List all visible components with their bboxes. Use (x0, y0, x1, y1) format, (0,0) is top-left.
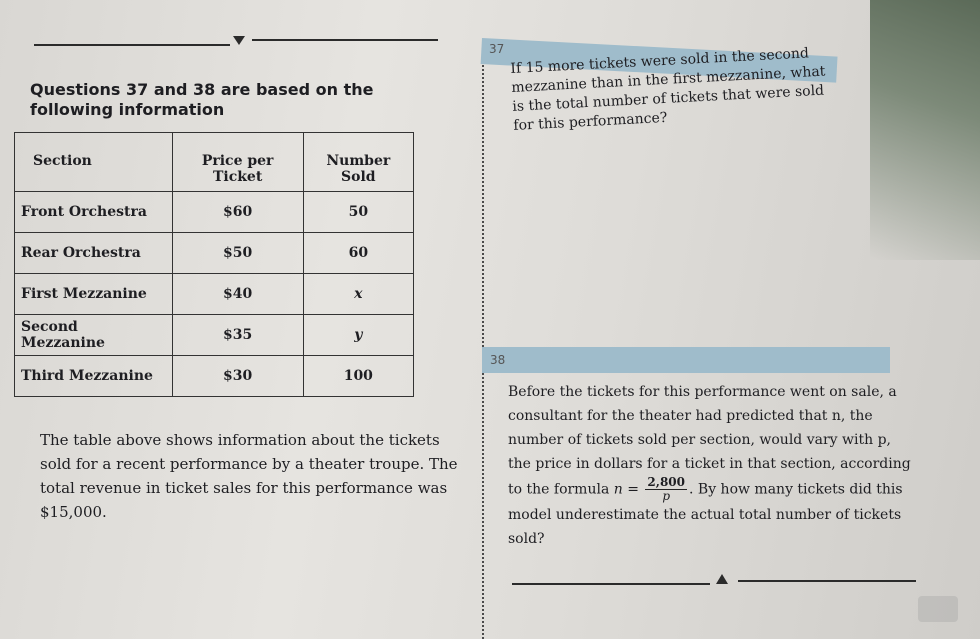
passage-text: The table above shows information about the tickets sold for a recent performance by a theater troupe. The total revenue in ticket sales for this performance was $15,000. (40, 431, 458, 521)
cell-sold: x (303, 274, 413, 315)
formula-numerator: 2,800 (647, 475, 685, 489)
cell-sold: 50 (303, 192, 413, 233)
background-shadow (870, 0, 980, 260)
table-row (15, 192, 414, 233)
column-divider (482, 40, 484, 639)
header-price: Price per Ticket (172, 133, 303, 192)
smudge-mark (918, 596, 958, 622)
cell-sold: y (303, 315, 413, 356)
header-section: Section (15, 133, 173, 192)
cell-section: Second Mezzanine (15, 315, 173, 356)
bottom-divider-left (512, 583, 710, 585)
question-38-number: 38 (490, 353, 506, 367)
table-row (15, 233, 414, 274)
cell-sold: 60 (303, 233, 413, 274)
question-38-text (508, 380, 918, 551)
header-sold: Number Sold (303, 133, 413, 192)
bottom-divider-right (738, 580, 916, 582)
cell-price: $60 (172, 192, 303, 233)
question-38-text-before: Before the tickets for this performance went on sale, a consultant for the theater had predicted that n, the number of tickets sold per section, would vary with p, the price in dollars for a ticket in that section, according to the formula (508, 384, 911, 498)
question-37-number: 37 (489, 42, 505, 56)
intro-heading: Questions 37 and 38 are based on the following information (30, 80, 374, 119)
cell-price: $35 (172, 315, 303, 356)
table-row (15, 274, 414, 315)
ticket-table (14, 132, 414, 397)
formula-denominator: p (662, 489, 671, 503)
cell-section: First Mezzanine (15, 274, 173, 315)
question-38-bar (482, 347, 890, 373)
top-divider-left (34, 44, 230, 46)
cell-section: Rear Orchestra (15, 233, 173, 274)
cell-section: Third Mezzanine (15, 356, 173, 397)
question-38-text-after: . By how many tickets did this model underestimate the actual total number of tickets sold? (508, 481, 903, 547)
table-header-row (15, 133, 414, 192)
formula-lhs: n = (613, 481, 639, 498)
cell-sold: 100 (303, 356, 413, 397)
cell-price: $50 (172, 233, 303, 274)
table-row (15, 356, 414, 397)
question-37-text: If 15 more tickets were sold in the second mezzanine than in the first mezzanine, what is the total number of tickets that were sold for this performance? (510, 45, 826, 134)
formula-fraction (645, 476, 687, 503)
cell-section: Front Orchestra (15, 192, 173, 233)
cell-price: $30 (172, 356, 303, 397)
cell-price: $40 (172, 274, 303, 315)
bottom-divider-marker (716, 574, 728, 584)
top-divider-marker (233, 36, 245, 45)
top-divider-right (252, 39, 438, 41)
table-row (15, 315, 414, 356)
